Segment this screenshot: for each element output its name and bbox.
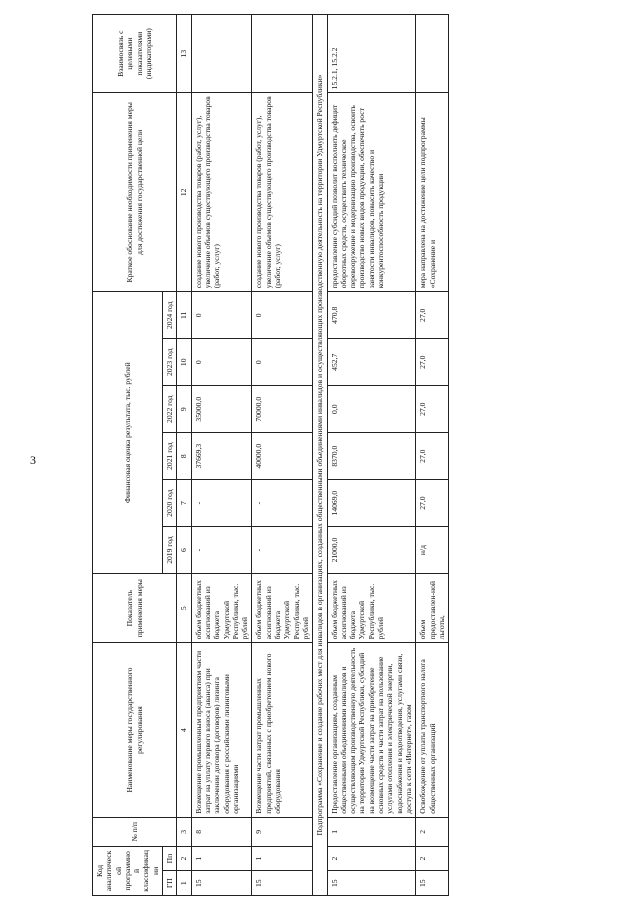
subprogram-title: Подпрограмма «Сохранение и создание рабочих мест для инвалидов в организациях, созданных общественными объединениями инвалидов и осуществляющих производственную деятельность на территории Удмуртской Республики» bbox=[313, 15, 327, 896]
year-header: 2022 год bbox=[163, 386, 177, 433]
link-header: Взаимосвязь с целевыми показателями (индикаторами) bbox=[93, 15, 177, 93]
table-row: 15 2 1 Предоставление организациям, созданным общественными объединениями инвалидов и осуществляющим производственную деятельность на территории Удмуртской Республики, субсидий на возмещение части затрат на приобретение основных средств и части затрат на пользование услугами отопления и электрической энергии, водоснабжения и водоотведения, услугами связи, доступа к сети «Интернет», газом объем бюджетных ассигнований из бюджета Удмуртской Республики, тыс. рублей 21000,0 14069,0 8370,0 0,0 452,7 470,8 предоставление субсидий позволит восполнить дефицит оборотных средств, осуществить техническое перевооружение и модернизацию производства, освоить производство новых видов продукции, обеспечить рост занятости инвалидов, повысить качество и конкурентоспособность продукции 15.2.1, 15.2.2 bbox=[327, 15, 416, 896]
subprogram-row bbox=[313, 15, 327, 896]
year-header: 2021 год bbox=[163, 433, 177, 480]
code-header: Код аналитической программной классификации bbox=[93, 846, 163, 895]
table-row: 15 2 2 Освобождение от уплаты транспортного налога общественных организаций объем предоставлен-ной льготы, н/д 27,0 27,0 27,0 27,0 27,0 мера направлена на достижение цели подпрограммы «Сохранение и bbox=[416, 15, 449, 896]
indicator-header: Показатель применения меры bbox=[93, 574, 177, 643]
measure-name-header: Наименование меры государственного регулирования bbox=[93, 643, 177, 817]
num-header: № п/п bbox=[93, 817, 177, 846]
justification-header: Краткое обоснование необходимости применения меры для достижения государственной цели bbox=[93, 93, 177, 292]
measures-table bbox=[92, 14, 449, 896]
table-row: 15 1 8 Возмещение промышленным предприятиям части затрат на уплату первого взноса (аванса) при заключении договора (договоров) лизинга оборудования с российскими лизинговыми организациями объем бюджетных ассигнований из бюджета Удмуртской Республики, тыс. рублей - - 37669,3 35000,0 0 0 создание нового производства товаров (работ, услуг), увеличение объемов существующего производства товаров (работ, услуг) bbox=[191, 15, 252, 896]
gp-header: ГП bbox=[163, 871, 177, 896]
year-header: 2024 год bbox=[163, 292, 177, 339]
table-row: 15 1 9 Возмещение части затрат промышленных предприятий, связанных с приобретением нового оборудования объем бюджетных ассигнований из бюджета Удмуртской Республики, тыс. рублей - - 40000,0 70000,0 0 0 создание нового производства товаров (работ, услуг), увеличение объемов существующего производства товаров (работ, услуг) bbox=[252, 15, 313, 896]
header-row bbox=[93, 15, 163, 896]
column-number-row: 1 2 3 4 5 6 7 8 9 10 11 12 13 bbox=[177, 15, 191, 896]
year-header: 2023 год bbox=[163, 339, 177, 386]
year-header: 2020 год bbox=[163, 480, 177, 527]
pp-header: Пп bbox=[163, 846, 177, 871]
finance-header: Финансовая оценка результата, тыс. рублей bbox=[93, 292, 163, 574]
year-header: 2019 год bbox=[163, 527, 177, 574]
page-number: 3 bbox=[30, 453, 36, 467]
